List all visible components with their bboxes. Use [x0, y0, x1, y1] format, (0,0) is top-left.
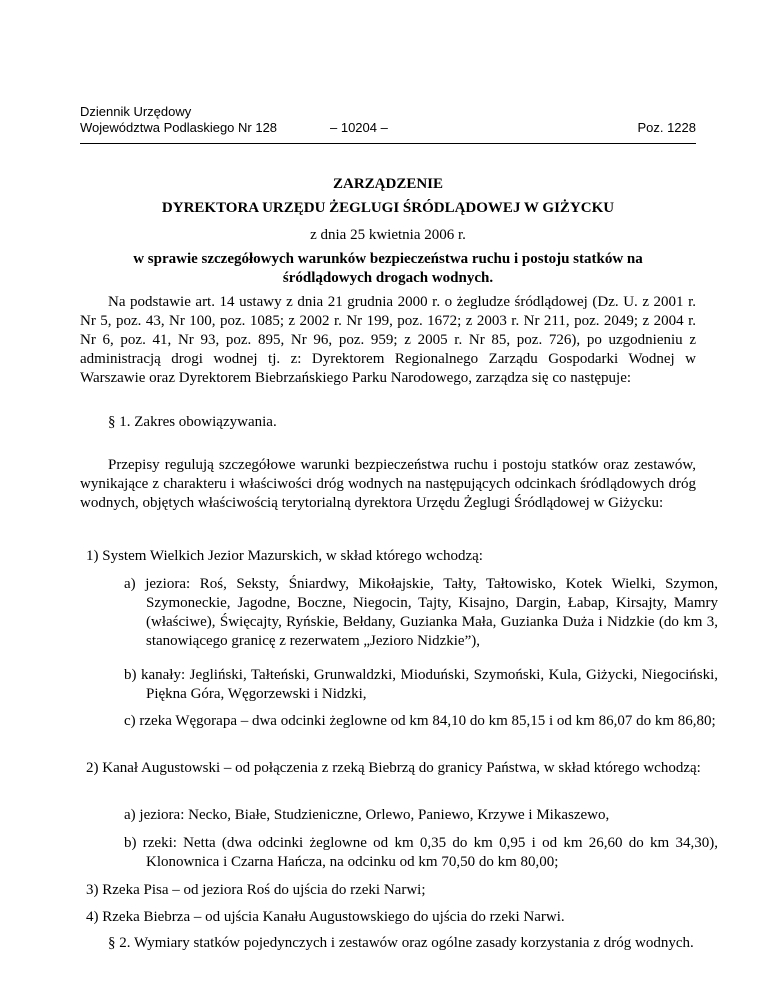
- journal-name: Dziennik Urzędowy: [80, 104, 192, 119]
- document-heading: ZARZĄDZENIE: [332, 176, 444, 192]
- list-item-2: 2) Kanał Augustowski – od połączenia z rzeką Biebrzą do granicy Państwa, w skład którego wchodzą:: [86, 760, 701, 776]
- list-item-1a: a) jeziora: Roś, Seksty, Śniardwy, Mikołajskie, Tałty, Tałtowisko, Kotek Wielki, Szymon, Szymoneckie, Jagodne, Boczne, Niegocin, Tajty, Kisajno, Dargin, Łabap, Kirsajty, Mamry (właściwe), Święcajty, Ryńskie, Bełdany, Guzianka Mała, Guzianka Duża i Nidzkie (do km 3, stanowiącego granicę z rezerwatem „Jezioro Nidzkie”),: [124, 576, 718, 649]
- header-line-2: [80, 120, 696, 136]
- header-line-1: [80, 104, 696, 120]
- section-2-heading: § 2. Wymiary statków pojedynczych i zestawów oraz ogólne zasady korzystania z dróg wodnych.: [108, 935, 694, 951]
- issuer-title: DYREKTORA URZĘDU ŻEGLUGI ŚRÓDLĄDOWEJ W GIŻYCKU: [161, 200, 615, 216]
- list-item-2a: a) jeziora: Necko, Białe, Studzieniczne, Orlewo, Paniewo, Krzywe i Mikaszewo,: [124, 807, 610, 823]
- header-divider: [80, 143, 696, 144]
- list-item-1: 1) System Wielkich Jezior Mazurskich, w skład którego wchodzą:: [86, 548, 483, 564]
- list-item-2b: b) rzeki: Netta (dwa odcinki żeglowne od km 0,35 do km 0,95 i od km 26,60 do km 34,30), Klonownica i Czarna Hańcza, na odcinku od km 70,50 do km 80,00;: [124, 835, 718, 870]
- document-subject: w sprawie szczegółowych warunków bezpieczeństwa ruchu i postoju statków na śródlądowych drogach wodnych.: [133, 251, 643, 286]
- document-date: z dnia 25 kwietnia 2006 r.: [310, 227, 466, 243]
- page-number: – 10204 –: [330, 120, 388, 135]
- preamble-paragraph: Na podstawie art. 14 ustawy z dnia 21 grudnia 2000 r. o żegludze śródlądowej (Dz. U. z 2001 r. Nr 5, poz. 43, Nr 100, poz. 1085; z 2002 r. Nr 199, poz. 1672; z 2003 r. Nr 211, poz. 2049; z 2004 r. Nr 6, poz. 41, Nr 93, poz. 895, Nr 96, poz. 959; z 2005 r. Nr 85, poz. 726), po uzgodnieniu z administracją drogi wodnej tj. z: Dyrektorem Regionalnego Zarządu Gospodarki Wodnej w Warszawie oraz Dyrektorem Biebrzańskiego Parku Narodowego, zarządza się co następuje:: [80, 294, 696, 386]
- journal-issue: Województwa Podlaskiego Nr 128: [80, 120, 278, 135]
- position-number: Poz. 1228: [637, 120, 696, 135]
- list-item-3: 3) Rzeka Pisa – od jeziora Roś do ujścia do rzeki Narwi;: [86, 882, 426, 898]
- section-1-heading: § 1. Zakres obowiązywania.: [108, 414, 277, 430]
- list-item-1b: b) kanały: Jegliński, Tałteński, Grunwaldzki, Mioduński, Szymoński, Kula, Giżycki, Niegociński, Piękna Góra, Węgorzewski i Nidzki,: [124, 667, 718, 702]
- list-item-1c: c) rzeka Węgorapa – dwa odcinki żeglowne od km 84,10 do km 85,15 i od km 86,07 do km 86,80;: [124, 713, 716, 729]
- section-1-intro: Przepisy regulują szczegółowe warunki bezpieczeństwa ruchu i postoju statków oraz zestawów, wynikające z charakteru i właściwości dróg wodnych na następujących odcinkach śródlądowych dróg wodnych, objętych właściwością terytorialną dyrektora Urzędu Żeglugi Śródlądowej w Giżycku:: [80, 457, 696, 511]
- list-item-4: 4) Rzeka Biebrza – od ujścia Kanału Augustowskiego do ujścia do rzeki Narwi.: [86, 909, 565, 925]
